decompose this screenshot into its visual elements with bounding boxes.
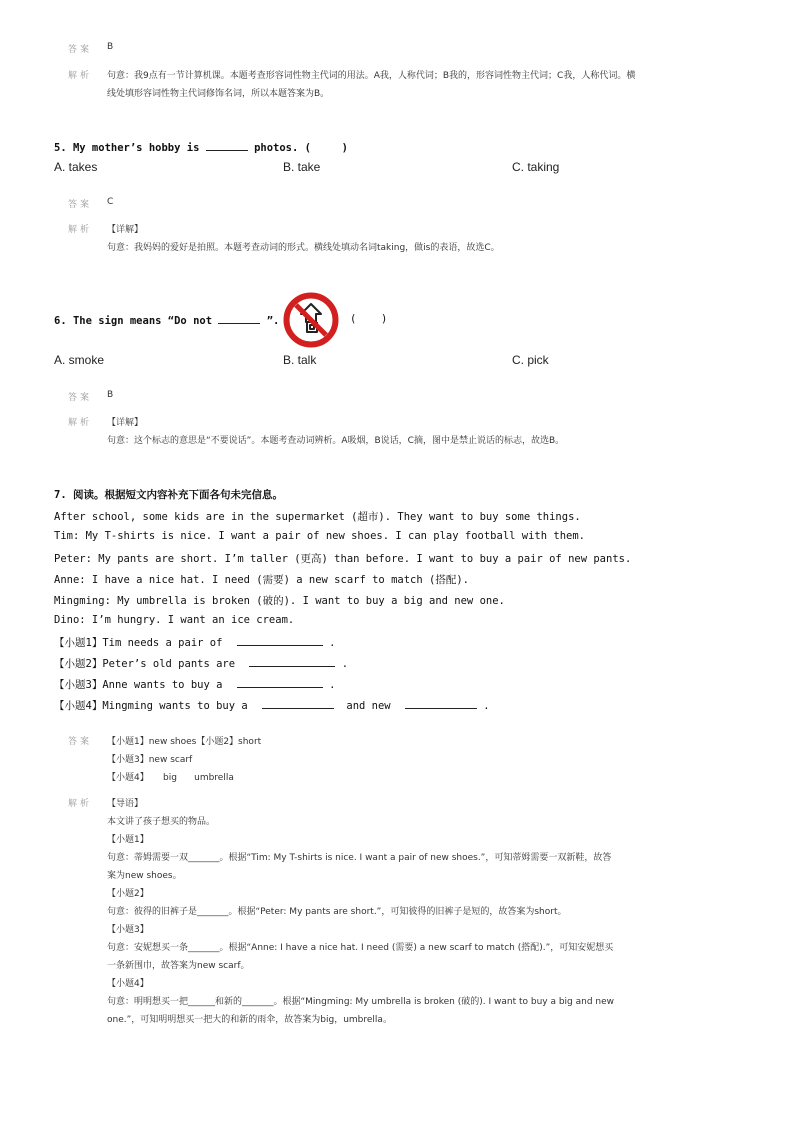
answer-value: 【小题1】new shoes【小题2】short	[107, 737, 262, 747]
analysis-text: 线处填形容词性物主代词修饰名词，所以本题答案为B。	[107, 89, 330, 99]
stem-part: .	[329, 637, 336, 649]
passage-line: Anne: I have a nice hat. I need (需要) a new scarf to match (搭配).	[54, 574, 469, 586]
option-a: A. takes	[54, 160, 98, 174]
sub-heading: 【小题4】	[107, 979, 149, 989]
stem-part: 【小题1】Tim needs a pair of	[54, 637, 223, 649]
analysis-label: 解析	[68, 418, 93, 428]
answer-blank	[218, 313, 260, 324]
analysis-text: one.”，可知明明想买一把大的和新的雨伞，故答案为big，umbrella。	[107, 1015, 392, 1025]
answer-blank	[206, 140, 248, 151]
answer-blank	[237, 635, 323, 646]
sub-question-1	[54, 635, 335, 650]
answer-blank	[262, 698, 334, 709]
stem-part: 6. The sign means “Do not	[54, 315, 213, 327]
option-a: A. smoke	[54, 353, 105, 367]
sub-heading: 【小题3】	[107, 925, 149, 935]
option-b: B. take	[283, 160, 321, 174]
stem-part: .	[341, 658, 349, 670]
analysis-label: 解析	[68, 71, 93, 81]
stem-part: 5. My mother’s hobby is	[54, 142, 200, 154]
analysis-text: 句意：这个标志的意思是“不要说话”。本题考查动词辨析。A吸烟，B说话，C摘，图中是禁止说话的标志，故选B。	[107, 436, 565, 446]
sub-heading: 【小题2】	[107, 889, 149, 899]
passage-line: Peter: My pants are short. I’m taller (更高) than before. I want to buy a pair of new pants.	[54, 553, 632, 565]
option-c: C. pick	[512, 353, 549, 367]
sub-heading: 【小题1】	[107, 835, 149, 845]
passage-line: Dino: I’m hungry. I want an ice cream.	[54, 614, 295, 626]
passage-line: Tim: My T-shirts is nice. I want a pair of new shoes. I can play football with them.	[54, 530, 586, 542]
stem-part: and new	[346, 700, 391, 712]
passage-line: After school, some kids are in the supermarket (超市). They want to buy some things.	[54, 511, 581, 523]
option-c: C. taking	[512, 160, 560, 174]
answer-value: 【小题3】new scarf	[107, 755, 193, 765]
question-7-title: 7. 阅读。根据短文内容补充下面各句未完信息。	[54, 489, 283, 501]
stem-part: .	[483, 700, 490, 712]
analysis-text: 一条新围巾，故答案为new scarf。	[107, 961, 250, 971]
detail-heading: 【详解】	[107, 225, 144, 235]
answer-blank	[249, 656, 335, 667]
analysis-text: 句意：安妮想买一条_______。根据“Anne: I have a nice hat. I need (需要) a new scarf to match (搭配).”，可知安妮想买	[107, 943, 614, 953]
analysis-text: 句意：明明想买一把______和新的_______。根据“Mingming: My umbrella is broken (破的). I want to buy a big and new	[107, 997, 615, 1007]
answer-label: 答案	[68, 45, 93, 55]
paren-close: )	[381, 313, 388, 325]
option-b: B. talk	[283, 353, 317, 367]
analysis-text: 案为new shoes。	[107, 871, 182, 881]
no-talking-sign-icon	[283, 292, 339, 348]
sub-question-2	[54, 656, 348, 671]
passage-line: Mingming: My umbrella is broken (破的). I want to buy a big and new one.	[54, 595, 505, 607]
question-5-stem	[54, 140, 348, 154]
stem-part: )	[341, 142, 348, 154]
analysis-label: 解析	[68, 799, 93, 809]
stem-part: 【小题2】Peter’s old pants are	[54, 658, 236, 670]
guide-heading: 【导语】	[107, 799, 144, 809]
stem-part: photos. (	[254, 142, 311, 154]
answer-label: 答案	[68, 737, 93, 747]
stem-part: .	[329, 679, 336, 691]
answer-blank	[405, 698, 477, 709]
stem-part: ”.	[266, 315, 280, 327]
analysis-text: 句意：蒂姆需要一双_______。根据“Tim: My T-shirts is nice. I want a pair of new shoes.”，可知蒂姆需要一双新鞋，故答	[107, 853, 612, 863]
analysis-text: 本文讲了孩子想买的物品。	[107, 817, 216, 827]
answer-value: B	[107, 42, 114, 52]
answer-value: 【小题4】 big umbrella	[107, 773, 234, 783]
detail-heading: 【详解】	[107, 418, 144, 428]
answer-label: 答案	[68, 200, 93, 210]
answer-value: C	[107, 197, 114, 207]
answer-blank	[237, 677, 323, 688]
question-6-stem	[54, 313, 279, 327]
sub-question-4	[54, 698, 490, 713]
answer-label: 答案	[68, 393, 93, 403]
paren-open: (	[350, 313, 357, 325]
answer-value: B	[107, 390, 114, 400]
stem-part: 【小题4】Mingming wants to buy a	[54, 700, 248, 712]
analysis-text: 句意：彼得的旧裤子是_______。根据“Peter: My pants are short.”，可知彼得的旧裤子是短的，故答案为short。	[107, 907, 567, 917]
analysis-label: 解析	[68, 225, 93, 235]
stem-part: 【小题3】Anne wants to buy a	[54, 679, 223, 691]
analysis-text: 句意：我妈妈的爱好是拍照。本题考查动词的形式。横线处填动名词taking，做is的表语，故选C。	[107, 243, 500, 253]
analysis-text: 句意：我9点有一节计算机课。本题考查形容词性物主代词的用法。A我，人称代词；B我的，形容词性物主代词；C我，人称代词。横	[107, 71, 636, 81]
sub-question-3	[54, 677, 335, 692]
